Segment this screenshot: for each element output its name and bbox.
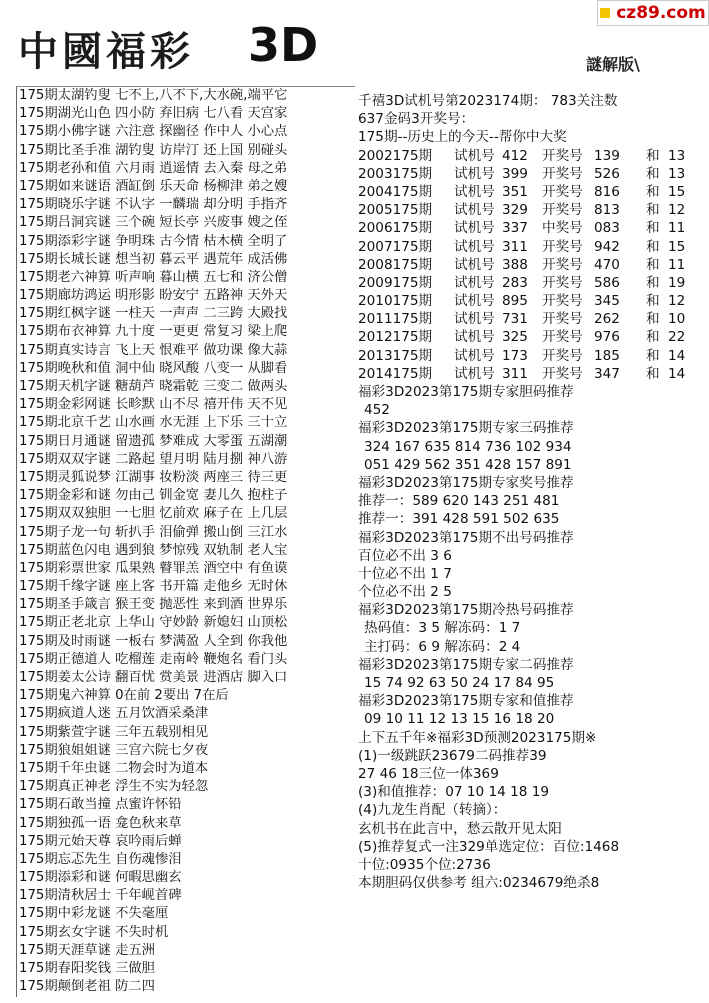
trial-sum: 14: [668, 365, 686, 382]
trial-label: 试机号: [454, 238, 495, 255]
riddle-row: 175期吕洞宾谜 三个碗 短长亭 兴废事 嫂之侄: [19, 215, 288, 231]
trial-and: 和: [646, 365, 660, 382]
recommend-line: 个位必不出 2 5: [358, 584, 452, 601]
riddle-row: 175期紫萱字谜 三年五载别相见: [19, 724, 209, 740]
trial-open-label: 开奖号: [542, 293, 583, 310]
recommend-line: (3)和值推荐：07 10 14 18 19: [358, 784, 549, 801]
trial-label: 试机号: [454, 365, 495, 382]
trial-open-label: 开奖号: [542, 274, 583, 291]
trial-row: [358, 365, 703, 383]
trial-intro-2: 637金码3开奖号：: [358, 111, 475, 128]
trial-issue: 2008175期: [358, 256, 433, 273]
trial-open: 976: [594, 329, 620, 346]
trial-and: 和: [646, 165, 660, 182]
riddle-row: 175期天涯草谜 走五洲: [19, 942, 155, 958]
riddle-row: 175期如来谜语 酒缸倒 乐天命 杨柳津 弟之嫂: [19, 178, 288, 194]
recommend-line: 福彩3D2023第175期专家奖号推荐: [358, 474, 574, 491]
riddle-row: 175期添彩字谜 争明珠 古今情 枯木横 全明了: [19, 233, 288, 249]
recommend-line: 热码值：3 5 解冻码：1 7: [364, 620, 521, 637]
riddle-row: 175期忘忑先生 自伤魂惨泪: [19, 851, 182, 867]
trial-issue: 2011175期: [358, 311, 433, 328]
recommend-line: 福彩3D2023第175期冷热号码推荐: [358, 602, 574, 619]
watermark-text: cz89.com: [616, 3, 706, 23]
trial-and: 和: [646, 256, 660, 273]
trial-num: 388: [502, 256, 528, 273]
trial-history-table: [358, 147, 703, 383]
trial-sum: 22: [668, 329, 686, 346]
recommend-line: 玄机书在此言中，愁云散开见太阳: [358, 820, 562, 837]
riddle-row: 175期正老北京 上华山 守妙龄 新媳妇 山顶松: [19, 615, 288, 631]
trial-row: [358, 147, 703, 165]
trial-open: 526: [594, 165, 620, 182]
trial-open-label: 开奖号: [542, 347, 583, 364]
trial-issue: 2010175期: [358, 293, 433, 310]
trial-num: 351: [502, 183, 528, 200]
recommend-line: 福彩3D2023第175期专家胆码推荐: [358, 384, 574, 400]
trial-label: 试机号: [454, 293, 495, 310]
trial-and: 和: [646, 220, 660, 237]
trial-and: 和: [646, 147, 660, 164]
trial-label: 试机号: [454, 274, 495, 291]
riddle-row: 175期比圣手准 湖钓叟 访岸汀 还上国 别碰头: [19, 142, 288, 158]
trial-open-label: 开奖号: [542, 311, 583, 328]
square-icon: [600, 8, 610, 18]
trial-open: 813: [594, 202, 620, 219]
trial-sum: 10: [668, 311, 686, 328]
trial-and: 和: [646, 202, 660, 219]
recommend-line: 福彩3D2023第175期专家三码推荐: [358, 420, 574, 437]
trial-and: 和: [646, 183, 660, 200]
trial-open-label: 开奖号: [542, 165, 583, 182]
recommend-line: 主打码：6 9 解冻码：2 4: [364, 638, 521, 655]
trial-open-label: 开奖号: [542, 202, 583, 219]
trial-open-label: 开奖号: [542, 365, 583, 382]
recommend-line: 上下五千年※福彩3D预测2023175期※: [358, 729, 597, 746]
trial-sum: 15: [668, 238, 686, 255]
trial-open-label: 中奖号: [542, 220, 583, 237]
trial-sum: 15: [668, 183, 686, 200]
riddle-row: 175期正德道人 吃榴莲 走南岭 鞭炮名 看门头: [19, 651, 288, 667]
trial-issue: 2014175期: [358, 365, 433, 382]
riddle-row: 175期小佛字谜 六注意 探幽径 作中人 小心点: [19, 124, 288, 140]
trial-row: [358, 292, 703, 310]
trial-issue: 2005175期: [358, 202, 433, 219]
riddle-row: 175期金彩网谜 长畛默 山不尽 禧开伟 天不见: [19, 397, 288, 413]
trial-issue: 2013175期: [358, 347, 433, 364]
recommend-line: 福彩3D2023第175期专家和值推荐: [358, 693, 574, 710]
trial-intro-1: 千禧3D试机号第2023174期： 783关注数: [358, 93, 618, 109]
trial-open-label: 开奖号: [542, 256, 583, 273]
trial-label: 试机号: [454, 202, 495, 219]
trial-open: 470: [594, 256, 620, 273]
riddle-row: 175期老六神算 听声响 暮山横 五七和 济公僧: [19, 269, 288, 285]
trial-open-label: 开奖号: [542, 147, 583, 164]
prediction-panel: [358, 92, 703, 892]
trial-sum: 19: [668, 274, 686, 291]
trial-sum: 11: [668, 220, 686, 237]
trial-label: 试机号: [454, 147, 495, 164]
riddle-row: 175期及时雨谜 一板右 梦满盈 人全到 你我他: [19, 633, 288, 649]
trial-row: [358, 165, 703, 183]
riddle-row: 175期老孙和值 六月雨 逍遥情 去入秦 母之弟: [19, 160, 288, 176]
watermark-badge: [597, 0, 709, 26]
trial-num: 731: [502, 311, 528, 328]
trial-open: 942: [594, 238, 620, 255]
riddle-row: 175期布衣神算 九十度 一更更 常复习 梁上爬: [19, 324, 288, 340]
riddle-row: 175期春阳奖钱 三做胆: [19, 961, 155, 976]
trial-row: [358, 183, 703, 201]
trial-open: 083: [594, 220, 620, 237]
trial-issue: 2004175期: [358, 183, 433, 200]
brand-title: 中國福彩: [18, 29, 194, 75]
trial-issue: 2006175期: [358, 220, 433, 237]
riddle-row: 175期圣手箴言 猴王变 抛恶性 来到酒 世界乐: [19, 597, 288, 613]
trial-num: 895: [502, 293, 528, 310]
trial-row: [358, 256, 703, 274]
recommend-line: 福彩3D2023第175期专家二码推荐: [358, 656, 574, 673]
recommend-line: 十位必不出 1 7: [358, 565, 452, 582]
riddle-row: 175期添彩和谜 何暇思幽玄: [19, 870, 182, 886]
trial-open: 586: [594, 274, 620, 291]
riddle-row: 175期湖光山色 四小防 弃旧病 七八看 天宫家: [19, 106, 288, 122]
trial-open: 347: [594, 365, 620, 382]
trial-row: [358, 219, 703, 237]
trial-label: 试机号: [454, 165, 495, 182]
trial-label: 试机号: [454, 183, 495, 200]
trial-issue: 2003175期: [358, 165, 433, 182]
trial-sum: 12: [668, 202, 686, 219]
trial-label: 试机号: [454, 347, 495, 364]
trial-label: 试机号: [454, 256, 495, 273]
trial-open: 816: [594, 183, 620, 200]
riddle-row: 175期北京千艺 山水画 水无涯 上下乐 三十立: [19, 415, 288, 431]
recommend-line: (5)推荐复式一注329单选定位：百位:1468: [358, 838, 620, 855]
recommend-line: 324 167 635 814 736 102 934: [364, 438, 572, 455]
riddle-row: 175期千缘字谜 座上客 书开篇 走他乡 无时休: [19, 579, 288, 595]
trial-row: [358, 274, 703, 292]
trial-open-label: 开奖号: [542, 183, 583, 200]
riddle-row: 175期双双字谜 二路起 望月明 陆月捌 神八游: [19, 451, 288, 467]
recommend-line: 百位必不出 3 6: [358, 547, 452, 564]
recommend-line: 09 10 11 12 13 15 16 18 20: [364, 711, 555, 728]
riddle-row: 175期疯道人迷 五月饮酒采桑津: [19, 706, 209, 722]
trial-issue: 2012175期: [358, 329, 433, 346]
trial-num: 283: [502, 274, 528, 291]
riddle-row: 175期中彩龙谜 不失毫厘: [19, 906, 169, 922]
trial-num: 311: [502, 238, 528, 255]
trial-and: 和: [646, 329, 660, 346]
riddle-row: 175期真实诗言 飞上天 恨难平 做功课 像大蒜: [19, 342, 288, 358]
trial-num: 329: [502, 202, 528, 219]
trial-label: 试机号: [454, 329, 495, 346]
recommend-line: 推荐一：391 428 591 502 635: [358, 511, 560, 528]
trial-and: 和: [646, 293, 660, 310]
recommend-line: (4)九龙生肖配（转摘）：: [358, 802, 507, 819]
trial-open: 345: [594, 293, 620, 310]
trial-issue: 2007175期: [358, 238, 433, 255]
riddle-row: 175期玄女字谜 不失时机: [19, 924, 169, 940]
trial-issue: 2009175期: [358, 274, 433, 291]
recommend-line: 十位:0935个位:2736: [358, 856, 491, 873]
recommend-list: [358, 383, 703, 892]
trial-row: [358, 328, 703, 346]
recommend-line: (1)一级跳跃23679二码推荐39: [358, 747, 547, 764]
riddle-row: 175期千年虫谜 二物会时为道本: [19, 760, 209, 776]
trial-open: 262: [594, 311, 620, 328]
trial-and: 和: [646, 238, 660, 255]
riddle-row: 175期真正神老 浮生不实为轻忽: [19, 779, 209, 795]
riddle-row: 175期红枫字谜 一柱天 一声声 二三跨 大殿找: [19, 306, 288, 322]
trial-sum: 14: [668, 347, 686, 364]
trial-num: 412: [502, 147, 528, 164]
trial-and: 和: [646, 274, 660, 291]
trial-sum: 12: [668, 293, 686, 310]
recommend-line: 本期胆码仅供参考 组六:0234679绝杀8: [358, 875, 600, 892]
riddle-row: 175期彩票世家 瓜果熟 瞽罪羔 酒空中 有鱼谟: [19, 560, 288, 576]
trial-label: 试机号: [454, 220, 495, 237]
riddle-row: 175期长城长谜 想当初 暮云平 遇荒年 成活佛: [19, 251, 288, 267]
trial-and: 和: [646, 311, 660, 328]
trial-issue: 2002175期: [358, 147, 433, 164]
riddle-row: 175期狼姐姐谜 三宫六院七夕夜: [19, 742, 209, 758]
recommend-line: 051 429 562 351 428 157 891: [364, 456, 572, 473]
trial-label: 试机号: [454, 311, 495, 328]
riddle-row: 175期元始天尊 哀吟雨后蝉: [19, 833, 182, 849]
recommend-line: 15 74 92 63 50 24 17 84 95: [364, 675, 555, 691]
trial-num: 325: [502, 329, 528, 346]
trial-open: 139: [594, 147, 620, 164]
riddle-row: 175期姜太公诗 翻百忧 赏美景 进酒店 脚入口: [19, 670, 288, 685]
riddle-row: 175期独孤一语 龛色秋来草: [19, 815, 182, 831]
riddle-row: 175期太湖钓叟 七不上,八不下,大水碗,端平它: [19, 88, 288, 103]
edition-subtitle: 謎解版\: [586, 55, 640, 74]
recommend-line: 452: [364, 402, 390, 419]
recommend-line: 推荐一：589 620 143 251 481: [358, 493, 560, 510]
riddle-row: 175期晓乐字谜 不认字 一麟瑞 却分明 手指齐: [19, 197, 288, 213]
riddle-row: 175期晚秋和值 洞中仙 晓风酸 八变一 从脚看: [19, 360, 288, 376]
trial-intro-3: 175期--历史上的今天--帮你中大奖: [358, 129, 567, 146]
trial-row: [358, 238, 703, 256]
trial-num: 337: [502, 220, 528, 237]
trial-open-label: 开奖号: [542, 329, 583, 346]
masthead: [0, 0, 709, 78]
recommend-line: 27 46 18三位一体369: [358, 765, 499, 782]
riddle-row: 175期清秋居士 千年岘首碑: [19, 888, 182, 904]
trial-sum: 13: [668, 147, 686, 164]
trial-num: 399: [502, 165, 528, 182]
riddle-row: 175期子龙一句 斩扒手 泪偷弹 搬山倒 三江水: [19, 524, 288, 540]
riddle-row: 175期日月通谜 留遗孤 梦难成 大零蛋 五湖潮: [19, 433, 288, 449]
trial-row: [358, 310, 703, 328]
recommend-line: 福彩3D2023第175期不出号码推荐: [358, 529, 574, 546]
trial-open-label: 开奖号: [542, 238, 583, 255]
trial-sum: 11: [668, 256, 686, 273]
riddle-row: 175期蓝色闪电 遇到狼 梦惊残 双轨制 老人宝: [19, 542, 288, 558]
riddle-row: 175期鬼六神算 0在前 2要出 7在后: [19, 688, 229, 704]
trial-row: [358, 201, 703, 219]
riddle-row: 175期灵狐说梦 江湖事 妆粉淡 两座三 待三更: [19, 469, 288, 485]
riddle-row: 175期双双独胆 一七胆 忆前欢 麻子在 上几层: [19, 506, 288, 522]
riddle-row: 175期天机字谜 糖葫芦 晓霜乾 三变二 做两头: [19, 379, 288, 394]
riddle-row: 175期颠倒老祖 防二四: [19, 979, 155, 995]
riddle-row: 175期廊坊鸿运 明形影 盼安宁 五路神 天外天: [19, 288, 288, 304]
trial-num: 311: [502, 365, 528, 382]
trial-and: 和: [646, 347, 660, 364]
riddle-row: 175期金彩和谜 勿由己 钏金宽 妻儿久 抱柱子: [19, 488, 288, 504]
trial-open: 185: [594, 347, 620, 364]
riddle-row: 175期石敢当撞 点蜜许怀铅: [19, 797, 182, 813]
brand-3d: 3D: [248, 18, 319, 72]
trial-num: 173: [502, 347, 528, 364]
riddle-list: [16, 86, 355, 997]
trial-row: [358, 347, 703, 365]
trial-sum: 13: [668, 165, 686, 182]
